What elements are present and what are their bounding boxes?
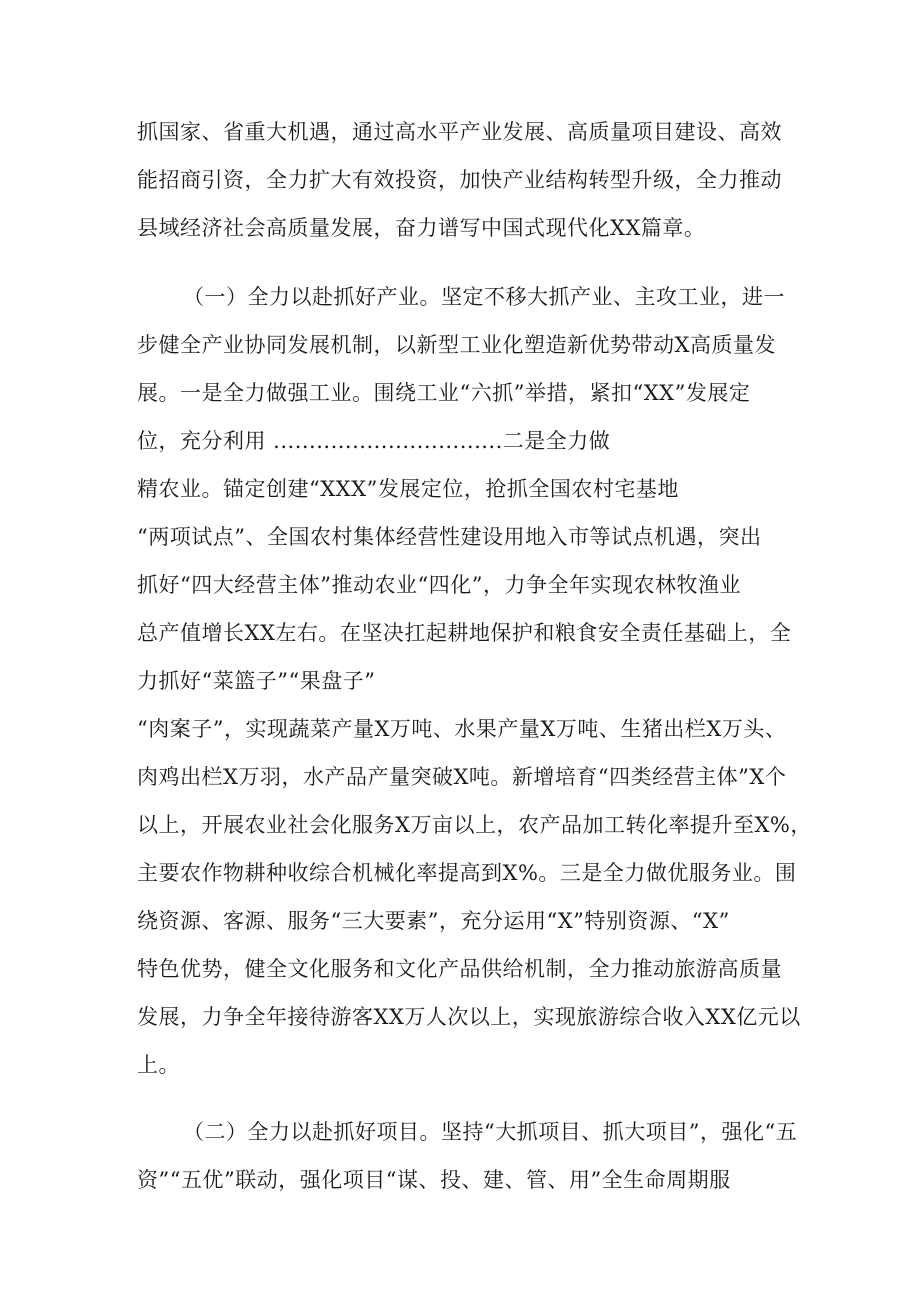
section-heading-line: （二）全力以赴抓好项目。坚持“大抓项目、抓大项目”，强化“五 xyxy=(183,1120,798,1144)
paragraph-line: 资”“五优”联动，强化项目“谋、投、建、管、用”全生命周期服 xyxy=(137,1168,731,1192)
paragraph-line: 位，充分利用 ................................二是全力做 xyxy=(137,429,611,453)
paragraph-line: 力抓好“菜篮子”“果盘子” xyxy=(137,669,376,693)
paragraph-line: 肉鸡出栏X万羽，水产品产量突破X吨。新增培育“四类经营主体”X个 xyxy=(137,765,787,789)
paragraph-line: 以上，开展农业社会化服务X万亩以上，农产品加工转化率提升至X%， xyxy=(137,813,812,837)
section-heading-line: （一）全力以赴抓好产业。坚定不移大抓产业、主攻工业，进一 xyxy=(183,285,785,309)
paragraph-line: 精农业。锚定创建“XXX”发展定位，抢抓全国农村宅基地 xyxy=(137,477,679,501)
paragraph-line: “两项试点”、全国农村集体经营性建设用地入市等试点机遇，突出 xyxy=(137,525,762,549)
paragraph-line: 特色优势，健全文化服务和文化产品供给机制，全力推动旅游高质量 xyxy=(137,957,782,981)
paragraph-line: 发展，力争全年接待游客XX万人次以上，实现旅游综合收入XX亿元以 xyxy=(137,1005,801,1029)
paragraph-line: 展。一是全力做强工业。围绕工业“六抓”举措，紧扣“XX”发展定 xyxy=(137,381,751,405)
paragraph-line: 步健全产业协同发展机制，以新型工业化塑造新优势带动X高质量发 xyxy=(137,333,776,357)
paragraph-line: “肉案子”，实现蔬菜产量X万吨、水果产量X万吨、生猪出栏X万头、 xyxy=(137,717,787,741)
paragraph-line: 抓国家、省重大机遇，通过高水平产业发展、高质量项目建设、高效 xyxy=(137,120,782,144)
paragraph-line: 能招商引资，全力扩大有效投资，加快产业结构转型升级，全力推动 xyxy=(137,168,782,192)
paragraph-line: 主要农作物耕种收综合机械化率提高到X%。三是全力做优服务业。围 xyxy=(137,861,797,885)
paragraph-line: 总产值增长XX左右。在坚决扛起耕地保护和粮食安全责任基础上，全 xyxy=(137,621,792,645)
paragraph-line: 抓好“四大经营主体”推动农业“四化”，力争全年实现农林牧渔业 xyxy=(137,573,741,597)
paragraph-line: 县域经济社会高质量发展，奋力谱写中国式现代化XX篇章。 xyxy=(137,216,706,240)
paragraph-line: 上。 xyxy=(137,1053,180,1077)
paragraph-line: 绕资源、客源、服务“三大要素”，充分运用“X”特别资源、“X” xyxy=(137,909,730,933)
